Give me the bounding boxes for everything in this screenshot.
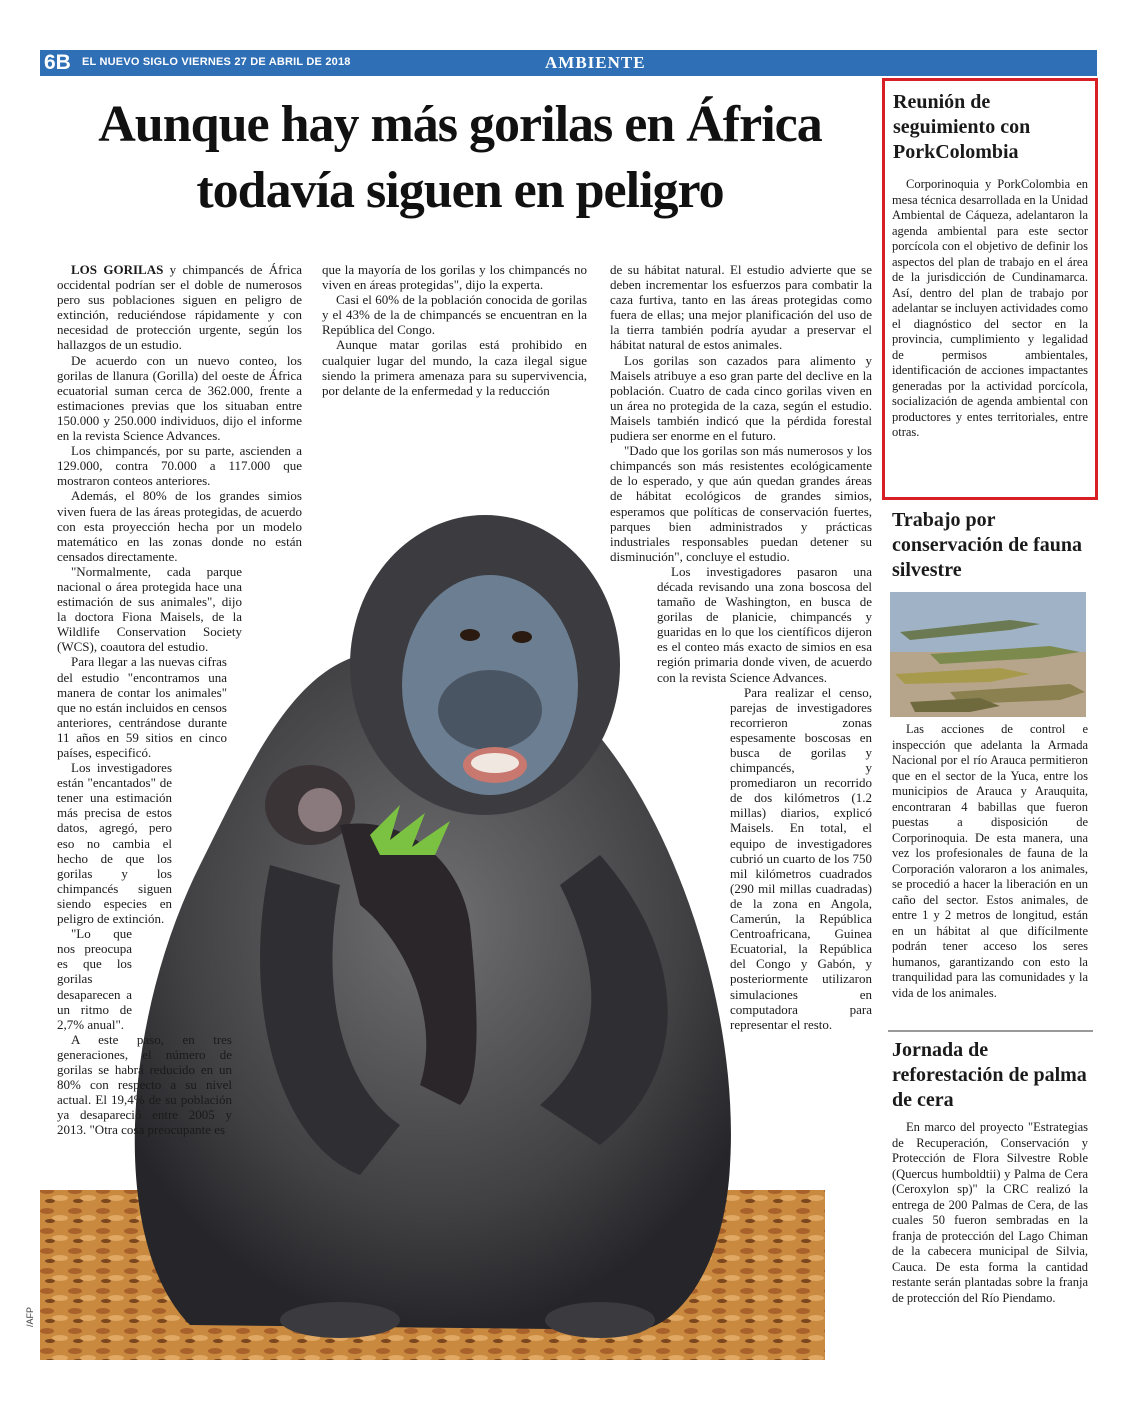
paragraph: Para llegar a las nuevas cifras del estudio "encontramos una manera de contar los animales" que no están incluidos en censos anteriores, centrándose durante 11 años en 59 sitios en cinco países, especificó.	[57, 654, 227, 760]
paragraph: "Lo que nos preocupa es que los gorilas desaparecen a un ritmo de 2,7% anual".	[57, 926, 132, 1032]
paragraph: "Dado que los gorilas son más numerosos y los chimpancés son más resistentes ecológicamente de lo esperado, y que aún quedan grandes áreas de hábitat ecológicos de grandes simios, esperamos que políticas de conservación fuertes, parques bien administrados y prácticas industriales responsables puedan detener su disminución", concluye el estudio.	[610, 443, 872, 564]
paragraph: Los investigadores pasaron una década revisando una zona boscosa del tamaño de Washington, en busca de gorilas de planicie, chimpancés y guaridas en lo que los científicos dijeron es el conteo más exacto de simios en esa región primaria donde viven, de acuerdo con la revista Science Advances.	[657, 563, 872, 685]
paragraph: Casi el 60% de la población conocida de gorilas y el 43% de la de chimpancés se encuentran en la República del Congo.	[322, 292, 587, 338]
article-column-1	[57, 262, 302, 1137]
paragraph: Para realizar el censo, parejas de investigadores recorrieron zonas espesamente boscosas en busca de gorilas y chimpancés, y promediaron un recorrido de dos kilómetros (1.2 millas) diarios, explicó Maisels. En total, el equipo de investigadores cubrió un cuarto de los 750 mil kilómetros cuadrados (290 mil millas cuadradas) de la zona en Angola, Camerún, la República Centroafricana, Guinea Ecuatorial, la República del Congo y Gabón, y posteriormente utilizaron simulaciones en computadora para representar el resto.	[730, 684, 872, 1032]
story-title-reforestacion: Jornada de reforestación de palma de cera	[892, 1039, 1087, 1111]
divider	[888, 1030, 1093, 1032]
paragraph: de su hábitat natural. El estudio advierte que se deben incrementar los esfuerzos para combatir la caza furtiva, tanto en las áreas protegidas como fuera de ellas; una mejor planificación del uso de la tierra también podría ayudar a preservar el hábitat natural de estos animales.	[610, 262, 872, 353]
headline-line-2: todavía siguen en peligro	[196, 162, 724, 219]
caimans-photo	[890, 592, 1086, 717]
paragraph: que la mayoría de los gorilas y los chimpancés no viven en áreas protegidas", dijo la experta.	[322, 262, 587, 293]
page-number: 6B	[44, 51, 71, 74]
sidebar-box-title: Reunión de seguimiento con PorkColombia	[893, 91, 1031, 163]
section-name: AMBIENTE	[545, 53, 646, 72]
paragraph: "Normalmente, cada parque nacional o área protegida hace una estimación de sus animales", dijo la doctora Fiona Maisels, de la Wildlife Conservation Society (WCS), coautora del estudio.	[57, 563, 242, 655]
paragraph: Aunque matar gorilas está prohibido en cualquier lugar del mundo, la caza ilegal sigue siendo la primera amenaza para su supervivencia, por delante de la enfermedad y la reducción	[322, 337, 587, 398]
article-column-3	[610, 262, 872, 1032]
lead-cap: LOS GORILAS	[71, 262, 164, 277]
page-header-bar	[40, 50, 1097, 76]
photo-credit: /AFP	[25, 1306, 36, 1328]
story-text-fauna: Las acciones de control e inspección que adelanta la Armada Nacional por el río Arauca permitieron que en el sector de la Yuca, entre los municipios de Arauca y Arauquita, encontraran 4 babillas que fueron puestas a disposición de Corporinoquia. De esta manera, una vez los profesionales de fauna de la Corporación valoraron a los animales, se procedió a hacer la liberación en un caño del sector. Estos animales, de entre 1 y 2 metros de longitud, están en un hábitat al que difícilmente podrán tener acceso los seres humanos, garantizando con esto la tranquilidad para las comunidades y la vida de los animales.	[892, 722, 1088, 1000]
story-title-fauna: Trabajo por conservación de fauna silvestre	[892, 509, 1082, 581]
lead-paragraph: LOS GORILAS y chimpancés de África occidental podrían ser el doble de numerosos pero sus poblaciones siguen en peligro de extinción, reduciéndose rápidamente y con necesidad de protección urgente, según los hallazgos de un estudio.	[57, 262, 302, 353]
headline	[45, 92, 875, 224]
paragraph: De acuerdo con un nuevo conteo, los gorilas de llanura (Gorilla) del oeste de África ecuatorial suman cerca de 362.000, frente a estimaciones previas que los situaban entre 150.000 y 250.000 individuos, dijo el informe en la revista Science Advances.	[57, 352, 302, 444]
sidebar-box-text: Corporinoquia y PorkColombia en mesa técnica desarrollada en la Unidad Ambiental de Cáqueza, adelantaron la agenda ambiental para este sector porcícola con el objetivo de definir los aspectos del plan de trabajo en el área de la jurisdicción de Cundinamarca. Así, dentro del plan de trabajo por adelantar se incluyen actividades como el diagnóstico del sector en la provincia, cumplimiento y legalidad de permisos ambientales, identificación de acciones impactantes generadas por la actividad porcícola, socialización de agenda ambiental con productores y entes territoriales, entre otras.	[892, 177, 1088, 439]
paragraph: Los chimpancés, por su parte, ascienden a 129.000, contra 70.000 a 117.000 que mostraron conteos anteriores.	[57, 443, 302, 489]
paragraph: A este paso, en tres generaciones, el número de gorilas se habrá reducido en un 80% con respecto a su nivel actual. El 19,4% de su población ya desapareció entre 2005 y 2013. "Otra cosa preocupante es	[57, 1031, 232, 1138]
paragraph: Los gorilas son cazados para alimento y Maisels atribuye a eso gran parte del declive en la población. Cuatro de cada cinco gorilas viven en un área no protegida de la caza, según el estudio. Maisels también indicó que la pérdida forestal pudiera ser enorme en el futuro.	[610, 352, 872, 444]
paragraph: Los investigadores están "encantados" de tener una estimación más precisa de estos datos, agregó, pero eso no cambia el hecho de que los gorilas y los chimpancés siguen siendo especies en peligro de extinción.	[57, 760, 172, 927]
story-text-reforestacion: En marco del proyecto "Estrategias de Recuperación, Conservación y Protección de Flora Silvestre Roble (Quercus humboldtii) y Palma de Cera (Ceroxylon sp)" la CRC realizó la entrega de 200 Palmas de Cera, de las cuales 50 fueron sembradas en la franja de protección del Lago Chiman de la cabecera municipal de Silvia, Cauca. De esta forma la cantidad restante serán plantadas sobre la franja de protección del Río Piendamo.	[892, 1120, 1088, 1305]
article-column-2	[322, 262, 587, 398]
headline-line-1: Aunque hay más gorilas en África	[98, 96, 822, 153]
paragraph: Además, el 80% de los grandes simios viven fuera de las áreas protegidas, de acuerdo con esta proyección hecha por un modelo matemático en las zonas donde no están censados directamente.	[57, 488, 302, 564]
edition-date: EL NUEVO SIGLO VIERNES 27 DE ABRIL DE 2018	[82, 56, 351, 68]
